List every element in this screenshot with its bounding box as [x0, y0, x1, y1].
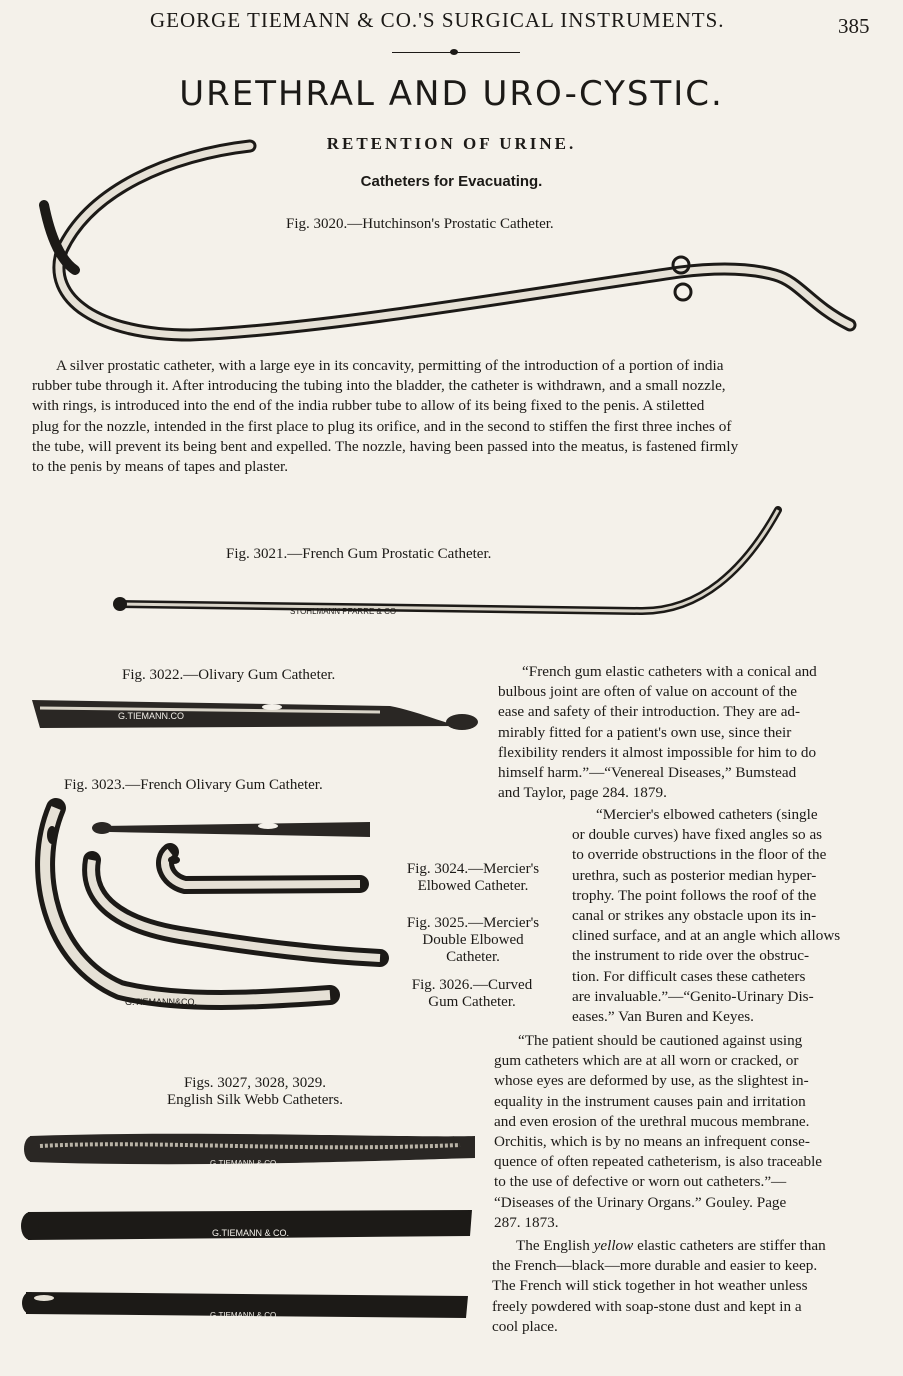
caption-line: Figs. 3027, 3028, 3029. [183, 1075, 327, 1091]
caption-fig-3025 [388, 915, 558, 966]
closing-pre: The English [516, 1237, 594, 1254]
hutchinson-catheter-illustration [44, 146, 850, 335]
para1-line: A silver prostatic catheter, with a large eye in its concavity, permitting of the introduction of a portion of india [56, 357, 724, 374]
stamp-webb2: G.TIEMANN & CO. [212, 1228, 290, 1238]
closing-post: elastic catheters are stiffer than [633, 1237, 826, 1254]
quote-gouley [494, 1031, 872, 1233]
french-gum-prostatic-illustration [113, 510, 778, 616]
para1-line: with rings, is introduced into the end of the india rubber tube to allow of its being fixed to the penis. A stiletted [32, 397, 705, 415]
quote3-line: to the use of defective or worn out catheters.”— [494, 1173, 787, 1191]
closing-line: cool place. [492, 1317, 558, 1335]
quote2-line: clined surface, and at an angle which allows [572, 927, 841, 945]
caption-line: English Silk Webb Catheters. [166, 1092, 343, 1108]
stamp-webb3: G.TIEMANN & CO. [210, 1311, 279, 1320]
subsection-heading: Catheters for Evacuating. [360, 173, 543, 190]
page-title: URETHRAL AND URO-CYSTIC. [179, 74, 724, 114]
quote2-line: or double curves) have fixed angles so as [572, 826, 823, 844]
olivary-gum-illustration [32, 700, 478, 730]
paragraph-english-yellow [492, 1236, 872, 1337]
quote-van-buren [572, 805, 875, 1027]
caption-fig-3024 [388, 861, 558, 895]
closing-line: the French—black—more durable and easier to keep. [492, 1257, 818, 1275]
para1-line: the tube, will prevent its being bent and expelled. The nozzle, having been passed into the meatus, is fastened firmly [32, 437, 739, 455]
closing-line: The French will stick together in hot weather unless [492, 1277, 808, 1295]
quote2-line: the instrument to ride over the obstruc- [572, 947, 810, 965]
paragraph-hutchinson [32, 356, 878, 477]
quote2-line: urethra, such as posterior median hyper- [572, 866, 817, 884]
quote2-line: “Mercier's elbowed catheters (single [596, 806, 818, 823]
quote3-line: “The patient should be cautioned against using [518, 1032, 803, 1049]
quote2-line: are invaluable.”—“Genito-Urinary Dis- [572, 987, 814, 1005]
stamp-3022: G.TIEMANN.CO [118, 711, 185, 721]
para1-line: plug for the nozzle, intended in the first place to plug its orifice, and in the second to stiffen the first three inches of [32, 417, 732, 435]
webb-catheter-3-illustration [22, 1292, 468, 1320]
caption-fig-3020: Fig. 3020.—Hutchinson's Prostatic Catheter. [286, 216, 554, 232]
webb-catheter-1-illustration [24, 1134, 475, 1168]
quote2-line: to override obstructions in the floor of the [572, 846, 827, 864]
quote3-line: 287. 1873. [494, 1213, 559, 1231]
caption-line: Fig. 3024.—Mercier's [406, 861, 540, 877]
quote2-line: trophy. The point follows the roof of the [572, 886, 817, 904]
quote2-line: canal or strikes any obstacle upon its in- [572, 907, 817, 925]
caption-line: Double Elbowed [422, 932, 524, 948]
webb-catheter-2-illustration [21, 1210, 472, 1240]
quote3-line: Orchitis, which is by no means an infrequent conse- [494, 1133, 810, 1151]
quote1-line: and Taylor, page 284. 1879. [498, 784, 667, 802]
closing-line [492, 1236, 872, 1256]
curved-gum-illustration [45, 808, 330, 1007]
caption-fig-3027 [120, 1075, 390, 1109]
quote2-line: eases.” Van Buren and Keyes. [572, 1008, 754, 1026]
quote1-line: flexibility renders it almost impossible for him to do [498, 743, 817, 761]
para1-line: rubber tube through it. After introducing the tubing into the bladder, the catheter is withdrawn, and a small nozzle, [32, 377, 726, 395]
mercier-elbowed-illustration [165, 852, 360, 885]
para1-line: to the penis by means of tapes and plaster. [32, 458, 289, 476]
caption-fig-3023: Fig. 3023.—French Olivary Gum Catheter. [64, 777, 323, 793]
quote1-line: ease and safety of their introduction. They are ad- [498, 703, 801, 721]
caption-fig-3026 [392, 977, 552, 1011]
quote1-line: mirably fitted for a patient's own use, since their [498, 723, 792, 741]
quote3-line: gum catheters which are at all worn or cracked, or [494, 1052, 799, 1070]
quote3-line: equality in the instrument causes pain and irritation [494, 1092, 806, 1110]
caption-fig-3021: Fig. 3021.—French Gum Prostatic Catheter. [226, 546, 492, 562]
caption-fig-3022: Fig. 3022.—Olivary Gum Catheter. [122, 667, 336, 683]
quote3-line: “Diseases of the Urinary Organs.” Gouley. Page [494, 1193, 787, 1211]
page-number: 385 [838, 14, 870, 38]
quote3-line: whose eyes are deformed by use, as the slightest in- [494, 1072, 809, 1090]
quote1-line: himself harm.”—“Venereal Diseases,” Bumstead [498, 764, 797, 782]
caption-line: Fig. 3026.—Curved [411, 977, 533, 993]
stamp-3026: G.TIEMANN&CO. [125, 997, 198, 1007]
caption-line: Gum Catheter. [428, 994, 516, 1010]
caption-line: Catheter. [446, 949, 500, 965]
caption-line: Elbowed Catheter. [417, 878, 529, 894]
running-head: GEORGE TIEMANN & CO.'S SURGICAL INSTRUMENTS. [150, 8, 725, 32]
quote3-line: quence of often repeated catheterism, is also traceable [494, 1153, 823, 1171]
quote1-line: “French gum elastic catheters with a conical and [522, 663, 817, 680]
quote-bumstead [498, 662, 875, 803]
quote1-line: bulbous joint are often of value on account of the [498, 683, 798, 701]
quote2-line: tion. For difficult cases these catheters [572, 967, 806, 985]
french-olivary-illustration [92, 822, 370, 837]
stamp-3021: STOHLMANN PFARRE & CO [290, 607, 397, 616]
quote3-line: and even erosion of the urethral mucous membrane. [494, 1112, 810, 1130]
closing-italic: yellow [593, 1237, 634, 1254]
section-heading: RETENTION OF URINE. [326, 134, 577, 153]
closing-line: freely powdered with soap-stone dust and kept in a [492, 1297, 802, 1315]
stamp-webb1: G.TIEMANN & CO. [210, 1159, 279, 1168]
mercier-double-elbowed-illustration [91, 860, 380, 958]
caption-line: Fig. 3025.—Mercier's [406, 915, 540, 931]
